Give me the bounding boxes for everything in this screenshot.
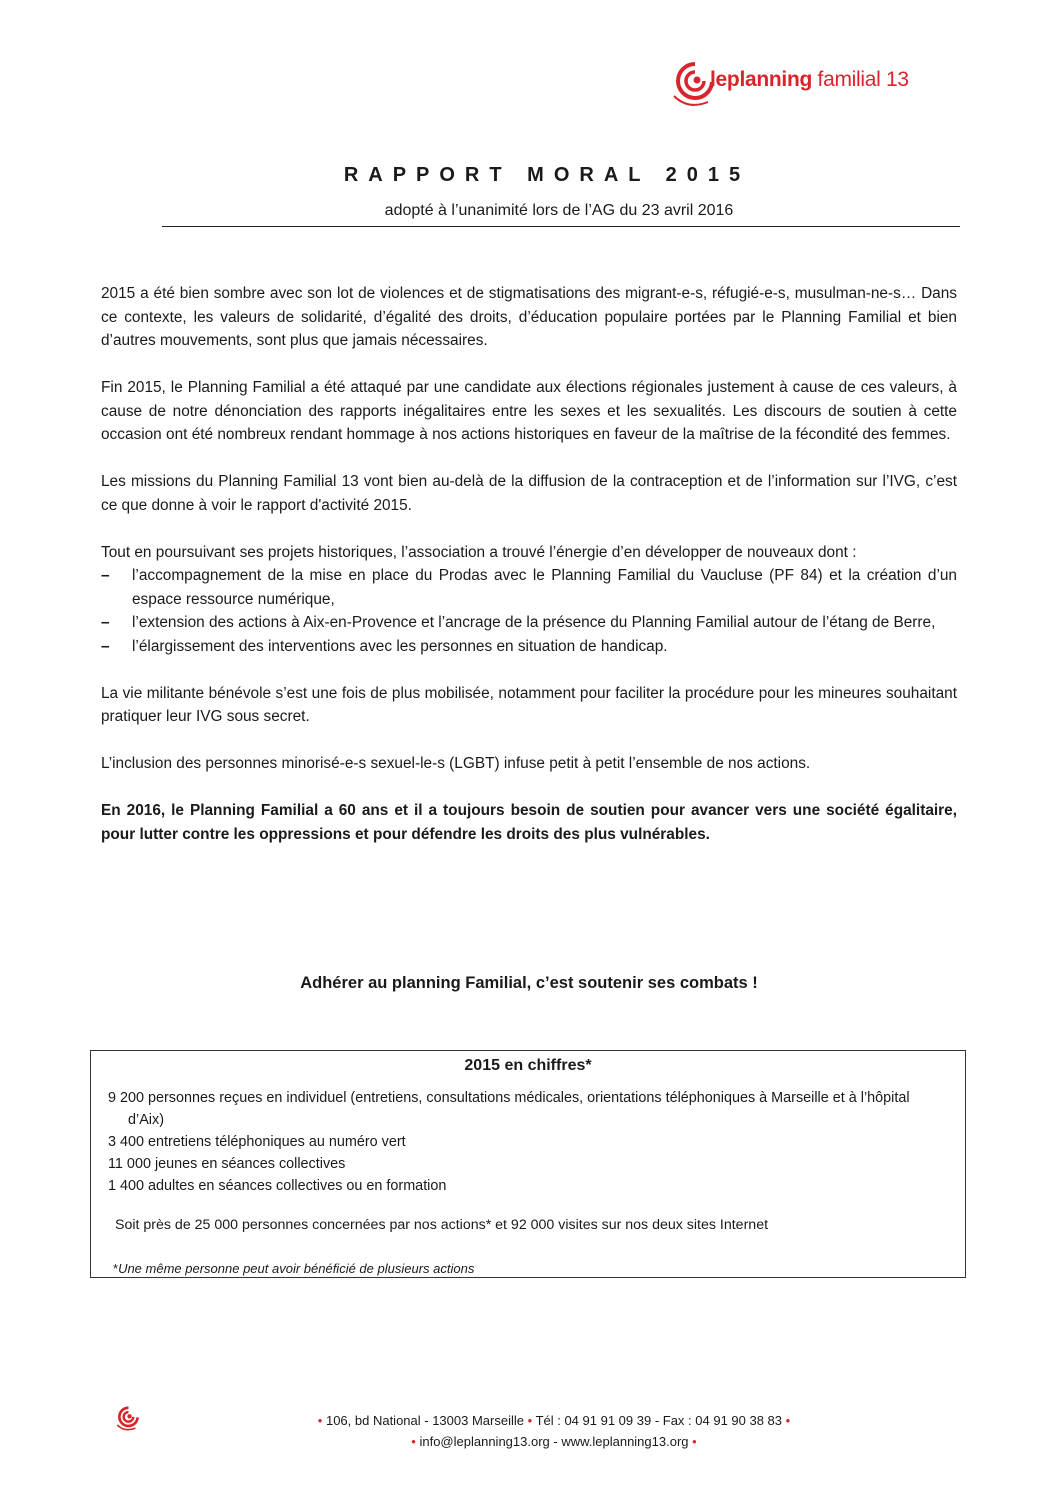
report-body [101, 282, 957, 870]
logo-wordmark [710, 68, 909, 92]
paragraph: L’inclusion des personnes minorisé-e-s sexuel-le-s (LGBT) infuse petit à petit l’ensemble de nos actions. [101, 755, 811, 772]
footer-address: 106, bd National - 13003 Marseille [325, 1413, 524, 1428]
footer-phone: Tél : 04 91 91 09 39 - Fax : 04 91 90 38 83 [535, 1413, 783, 1428]
paragraph: La vie militante bénévole s’est une fois de plus mobilisée, notamment pour faciliter la procédure pour les mineures souhaitant pratiquer leur IVG sous secret. [101, 684, 957, 725]
footer-line-address: • 106, bd National - 13003 Marseille • Tél : 04 91 91 09 39 - Fax : 04 91 90 38 83 • [317, 1413, 791, 1428]
title-divider [162, 226, 960, 227]
figure-item: 1 400 adultes en séances collectives ou en formation [108, 1178, 447, 1194]
figures-box [90, 1050, 966, 1278]
list-item: – l’extension des actions à Aix-en-Provence et l’ancrage de la présence du Planning Familial autour de l’étang de Berre, [101, 611, 957, 635]
logo-bold: leplanning [710, 68, 813, 91]
figures-title: 2015 en chiffres* [464, 1057, 592, 1074]
figures-summary: Soit près de 25 000 personnes concernées par nos actions* et 92 000 visites sur nos deux sites Internet [115, 1217, 769, 1233]
list-item: – l’accompagnement de la mise en place du Prodas avec le Planning Familial du Vaucluse (PF 84) et la création d’un espace ressource numérique, [101, 564, 957, 611]
bullet-dash: – [101, 637, 110, 655]
page-subtitle: adopté à l’unanimité lors de l’AG du 23 avril 2016 [384, 202, 734, 219]
bullet-dash: – [101, 567, 110, 584]
page-title: RAPPORT MORAL 2015 [343, 164, 751, 186]
footer-web: info@leplanning13.org - www.leplanning13.org [419, 1434, 689, 1449]
projects-list [101, 564, 957, 658]
bullet-dash: – [101, 614, 110, 631]
figure-item: 9 200 personnes reçues en individuel (entretiens, consultations médicales, orientations téléphoniques à Marseille et à l’hôpital d’Aix) [108, 1090, 910, 1128]
paragraph: Tout en poursuivant ses projets historiques, l’association a trouvé l’énergie d’en développer de nouveaux dont : [101, 543, 857, 561]
bold-paragraph: En 2016, le Planning Familial a 60 ans et il a toujours besoin de soutien pour avancer vers une société égalitaire, pour lutter contre les oppressions et pour défendre les droits des plus vulnérables. [101, 802, 957, 843]
figure-item: 11 000 jeunes en séances collectives [108, 1156, 346, 1172]
slogan: Adhérer au planning Familial, c’est soutenir ses combats ! [300, 974, 758, 992]
header-logo [668, 58, 968, 110]
paragraph: Les missions du Planning Familial 13 vont bien au-delà de la diffusion de la contraception et de l’information sur l’IVG, c’est ce que donne à voir le rapport d'activité 2015. [101, 473, 957, 514]
figures-list [108, 1087, 948, 1197]
paragraph: Fin 2015, le Planning Familial a été attaqué par une candidate aux élections régionales justement à cause de ces valeurs, à cause de notre dénonciation des rapports inégalitaires entre les sexes et les sexualités. Les discours de soutien à cette occasion ont été nombreux rendant hommage à nos actions historiques en faveur de la maîtrise de la fécondité des femmes. [101, 379, 957, 443]
list-item: – l’élargissement des interventions avec les personnes en situation de handicap. [101, 635, 957, 659]
footer-contact [0, 1410, 1058, 1452]
footer-line-web: • info@leplanning13.org - www.leplanning13.org • [411, 1434, 697, 1449]
figures-footnote: *Une même personne peut avoir bénéficié de plusieurs actions [113, 1261, 475, 1276]
paragraph: 2015 a été bien sombre avec son lot de violences et de stigmatisations des migrant-e-s, réfugié-e-s, musulman-ne-s… Dans ce contexte, les valeurs de solidarité, d’égalité des droits, d’éducation populaire portées par le Planning Familial et bien d’autres mouvements, sont plus que jamais nécessaires. [101, 285, 957, 349]
figure-item: 3 400 entretiens téléphoniques au numéro vert [108, 1134, 406, 1150]
logo-rest: familial 13 [812, 68, 909, 91]
